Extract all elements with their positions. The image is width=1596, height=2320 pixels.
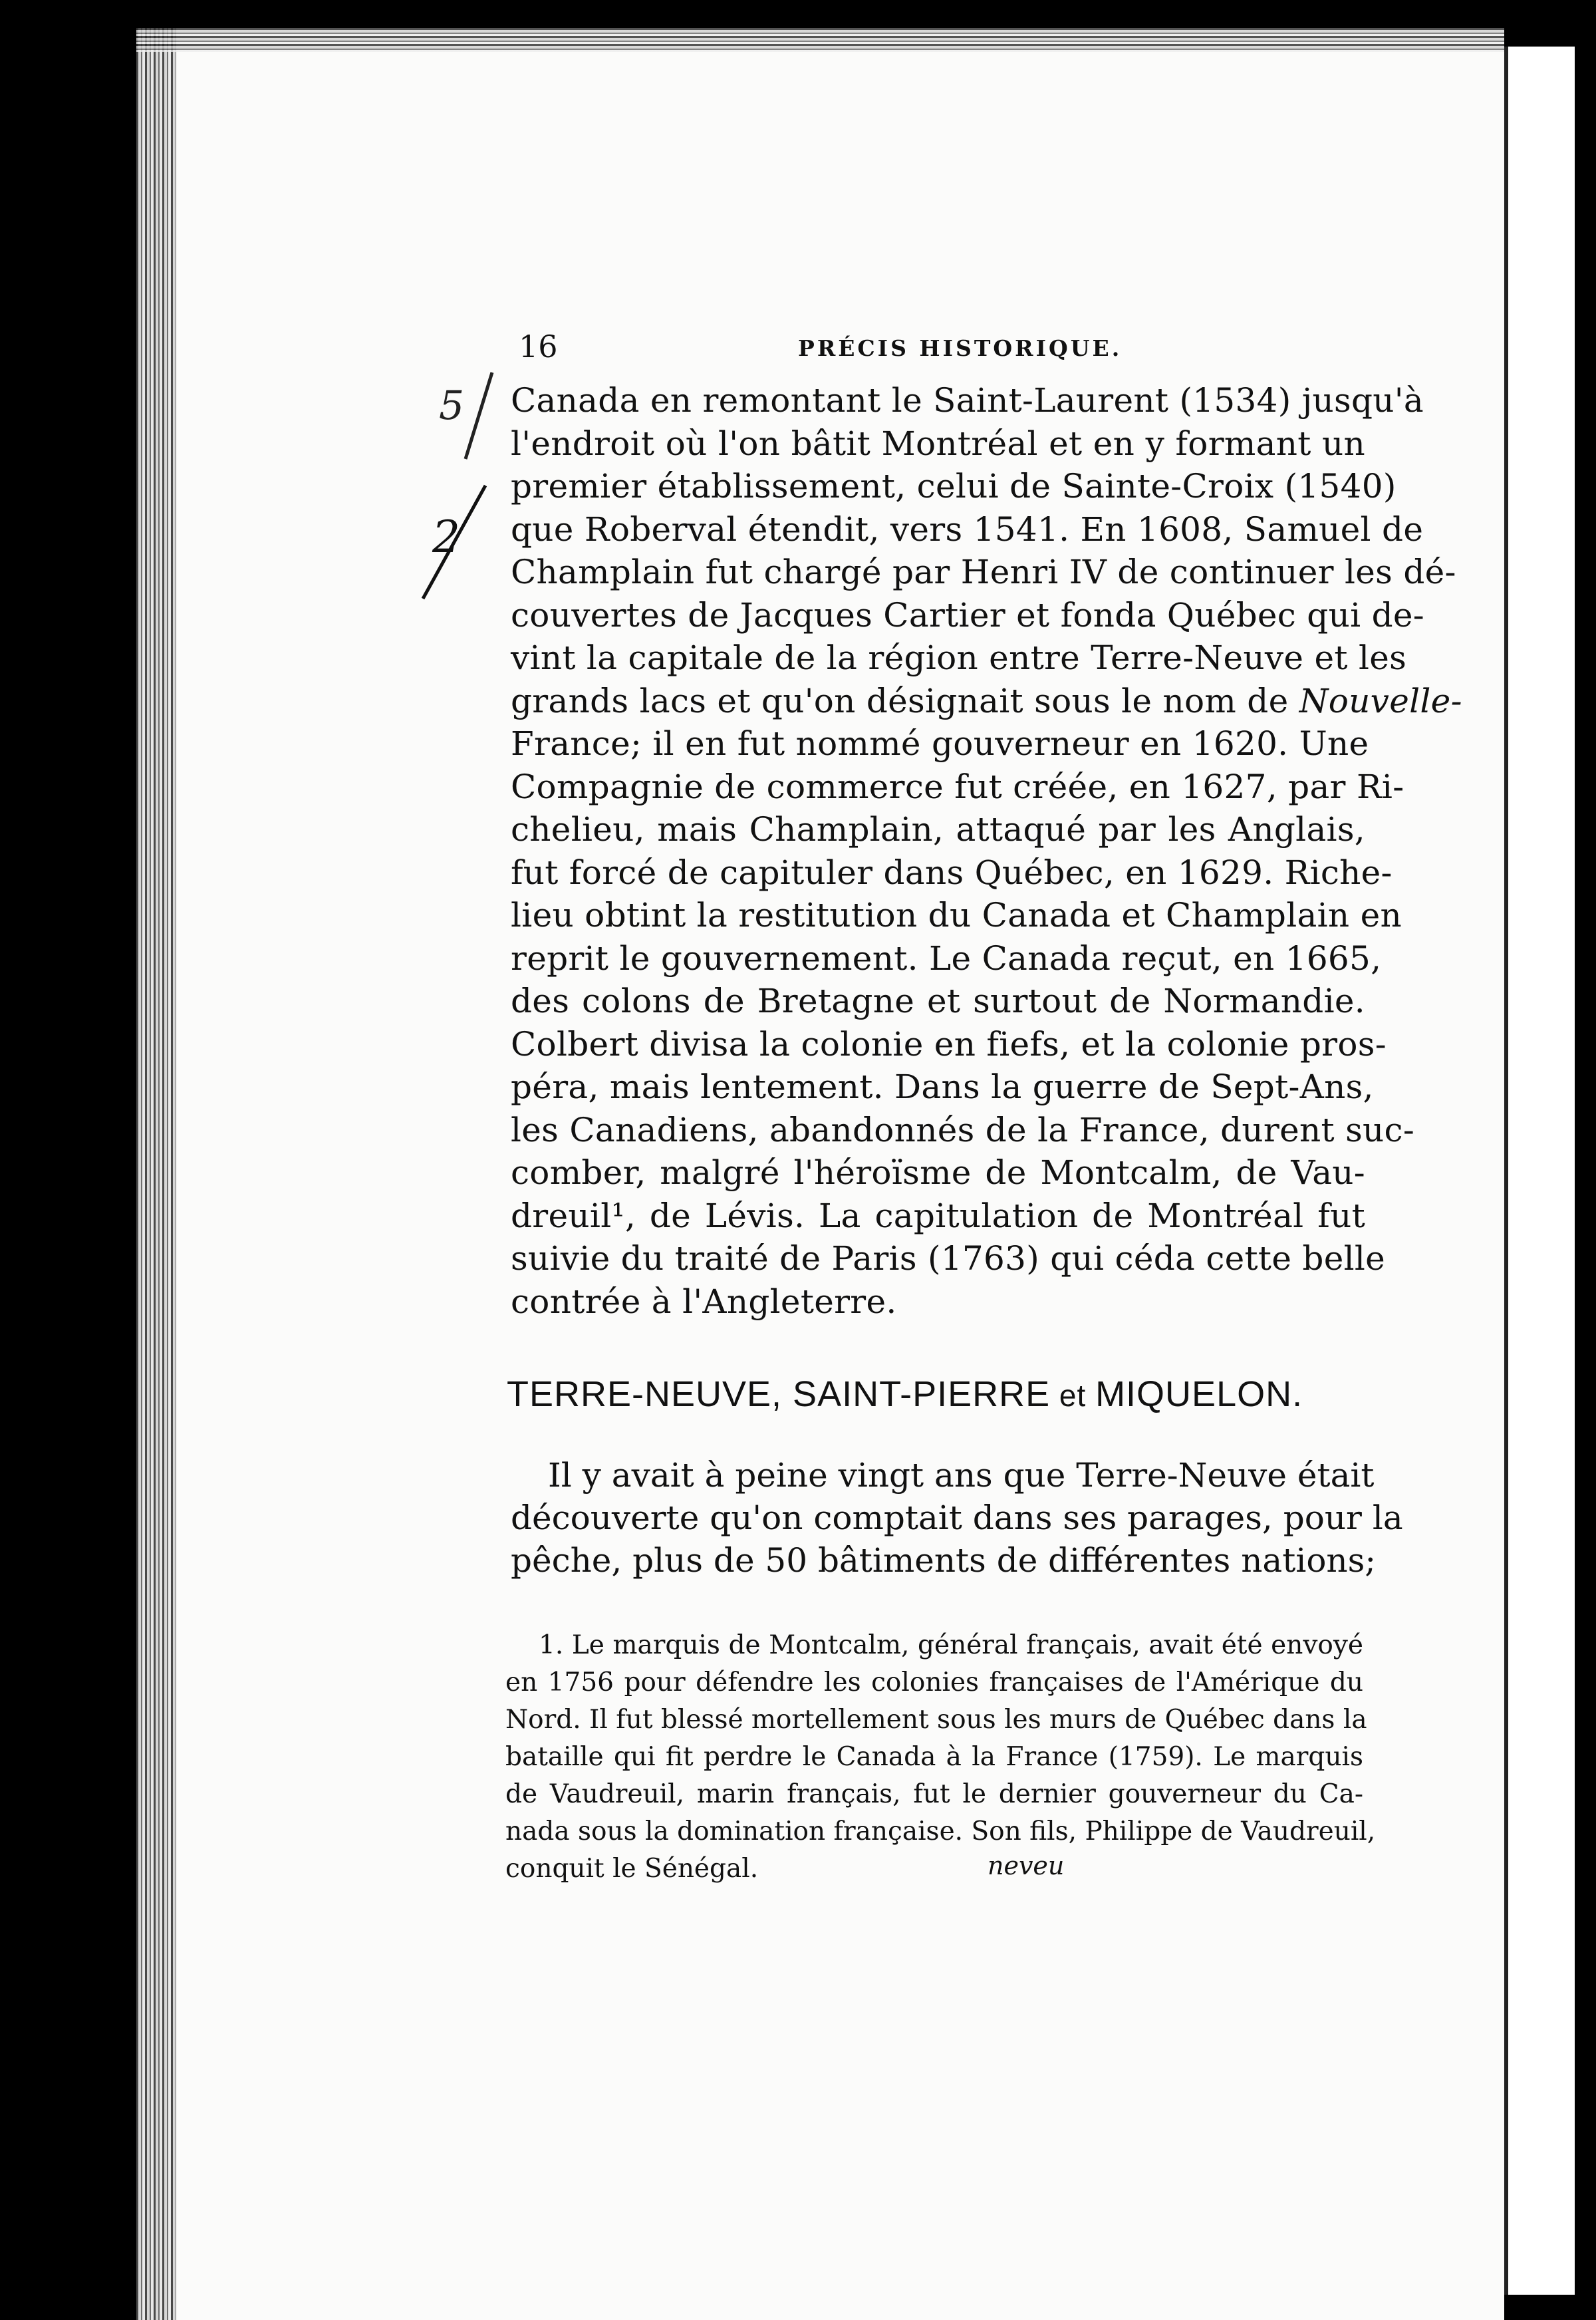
text-line: pêche, plus de 50 bâtiments de différentes nations; [511,1541,1377,1580]
text-line: péra, mais lentement. Dans la guerre de Sept-Ans, [511,1068,1374,1106]
text-line: vint la capitale de la région entre Terre-Neuve et les [511,639,1407,677]
text-line: couvertes de Jacques Cartier et fonda Québec qui de- [511,595,1424,635]
text-line: fut forcé de capituler dans Québec, en 1629. Riche- [511,853,1393,892]
margin-slash-1 [466,372,492,459]
main-paragraph [511,379,1462,1323]
facing-page-edge [1504,47,1575,2295]
page-stack-edge [136,28,176,2320]
handwritten-margin-marks [399,359,519,612]
text-line: premier établissement, celui de Sainte-Croix (1540) [511,467,1396,506]
text-line: découverte qu'on comptait dans ses parages, pour la [511,1499,1403,1537]
footnote-line: en 1756 pour défendre les colonies françaises de l'Amérique du [505,1668,1363,1697]
text-line: les Canadiens, abandonnés de la France, durent suc- [511,1110,1415,1149]
text-line: comber, malgré l'héroïsme de Montcalm, de Vau- [511,1153,1365,1192]
section-heading-part: MIQUELON. [1095,1374,1303,1414]
page-header [519,329,1367,368]
text-line-with-italic [511,680,1462,723]
footnote-line: nada sous la domination française. Son fils, Philippe de Vaudreuil, [505,1816,1376,1846]
text-line: lieu obtint la restitution du Canada et Champlain en [511,896,1402,935]
margin-mark-2: 2 [432,511,460,563]
footnote-line: 1. Le marquis de Montcalm, général français, avait été envoyé [539,1630,1363,1660]
section-paragraph [511,1454,1403,1582]
text-line: des colons de Bretagne et surtout de Normandie. [511,982,1365,1020]
text-fragment: grands lacs et qu'on désignait sous le nom de [511,681,1299,720]
text-line: chelieu, mais Champlain, attaqué par les Anglais, [511,810,1365,849]
text-line: reprit le gouvernement. Le Canada reçut, en 1665, [511,939,1382,978]
text-line: France; il en fut nommé gouverneur en 1620. Une [511,724,1369,763]
text-line: l'endroit où l'on bâtit Montréal et en y formant un [511,424,1365,463]
page-number: 16 [519,329,558,364]
text-line: Il y avait à peine vingt ans que Terre-Neuve était [548,1456,1375,1495]
footnote-line: bataille qui fit perdre le Canada à la France (1759). Le marquis [505,1742,1363,1772]
text-line: dreuil¹, de Lévis. La capitulation de Montréal fut [511,1196,1365,1235]
running-head: PRÉCIS HISTORIQUE. [798,335,1123,361]
footnote [505,1627,1376,1888]
footnote-line: conquit le Sénégal. [505,1854,759,1884]
section-heading-part: TERRE-NEUVE, SAINT-PIERRE [507,1374,1051,1414]
scan-border-left [0,0,136,2320]
text-line: contrée à l'Angleterre. [511,1282,897,1321]
margin-mark-5: 5 [439,382,465,429]
scan-border-top [0,0,1596,28]
footnote-line: Nord. Il fut blessé mortellement sous les murs de Québec dans la [505,1705,1367,1735]
section-heading-conjunction: et [1050,1378,1096,1413]
text-line: Champlain fut chargé par Henri IV de continuer les dé- [511,553,1456,591]
text-line: Colbert divisa la colonie en fiefs, et la colonie pros- [511,1024,1387,1064]
footnote-line: de Vaudreuil, marin français, fut le dernier gouverneur du Ca- [505,1779,1363,1809]
italic-term: Nouvelle- [1299,681,1462,720]
text-line: Compagnie de commerce fut créée, en 1627, par Ri- [511,767,1404,806]
text-line: que Roberval étendit, vers 1541. En 1608, Samuel de [511,509,1424,549]
page-stack-top-edge [136,28,1504,52]
section-heading [507,1374,1365,1415]
handwritten-note-text: neveu [988,1851,1065,1880]
text-line: Canada en remontant le Saint-Laurent (1534) jusqu'à [511,381,1424,420]
text-line: suivie du traité de Paris (1763) qui céda cette belle [511,1239,1386,1278]
handwritten-note [984,1849,1077,1882]
